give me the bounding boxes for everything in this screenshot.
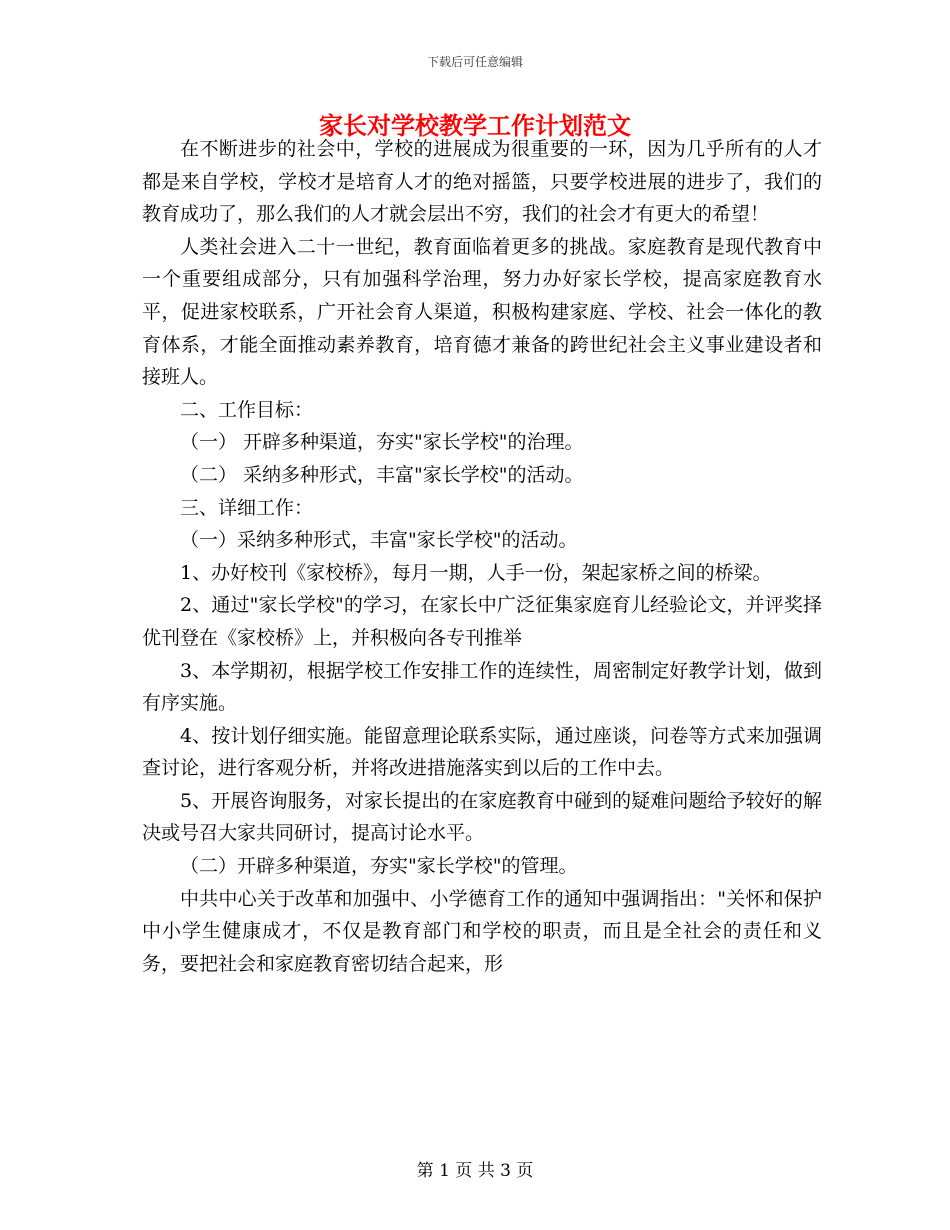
paragraph-central-notice: 中共中心关于改革和加强中、小学德育工作的通知中强调指出："关怀和保护中小学生健康成才，不仅是教育部门和学校的职责，而且是全社会的责任和义务，要把社会和家庭教育密切结合起来，形 bbox=[142, 887, 822, 975]
heading-detailed-work: 三、详细工作： bbox=[180, 496, 314, 519]
document-body bbox=[142, 133, 822, 980]
work-item-1: 1、办好校刊《家校桥》，每月一期，人手一份，架起家桥之间的桥梁。 bbox=[180, 561, 772, 584]
subheading-management: （二）开辟多种渠道，夯实"家长学校"的管理。 bbox=[180, 855, 578, 878]
document-title: 家长对学校教学工作计划范文 bbox=[319, 111, 631, 140]
heading-work-goals: 二、工作目标： bbox=[180, 398, 314, 421]
goal-item-2: （二） 采纳多种形式，丰富"家长学校"的活动。 bbox=[180, 463, 584, 486]
work-item-3: 3、本学期初，根据学校工作安排工作的连续性，周密制定好教学计划，做到有序实施。 bbox=[142, 659, 822, 715]
paragraph-intro: 在不断进步的社会中，学校的进展成为很重要的一环，因为几乎所有的人才都是来自学校，学校才是培育人才的绝对摇篮，只要学校进展的进步了，我们的教育成功了，那么我们的人才就会层出不穷，我们的社会才有更大的希望！ bbox=[142, 138, 822, 226]
page-footer: 第 1 页 共 3 页 bbox=[416, 1161, 534, 1181]
work-item-2: 2、通过"家长学校"的学习，在家长中广泛征集家庭育儿经验论文，并评奖择优刊登在《家校桥》上，并积极向各专刊推举 bbox=[142, 594, 822, 649]
work-item-5: 5、开展咨询服务，对家长提出的在家庭教育中碰到的疑难问题给予较好的解决或号召大家共同研讨，提高讨论水平。 bbox=[142, 789, 822, 845]
goal-item-1: （一） 开辟多种渠道，夯实"家长学校"的治理。 bbox=[180, 431, 584, 454]
work-item-4: 4、按计划仔细实施。能留意理论联系实际，通过座谈，问卷等方式来加强调查讨论，进行客观分析，并将改进措施落实到以后的工作中去。 bbox=[142, 724, 822, 780]
paragraph-background: 人类社会进入二十一世纪，教育面临着更多的挑战。家庭教育是现代教育中一个重要组成部分，只有加强科学治理，努力办好家长学校，提高家庭教育水平，促进家校联系，广开社会育人渠道，积极构建家庭、学校、社会一体化的教育体系，才能全面推动素养教育，培育德才兼备的跨世纪社会主义事业建设者和接班人。 bbox=[142, 235, 822, 389]
page-header-note: 下载后可任意编辑 bbox=[426, 55, 523, 69]
subheading-activities: （一）采纳多种形式，丰富"家长学校"的活动。 bbox=[180, 529, 578, 552]
